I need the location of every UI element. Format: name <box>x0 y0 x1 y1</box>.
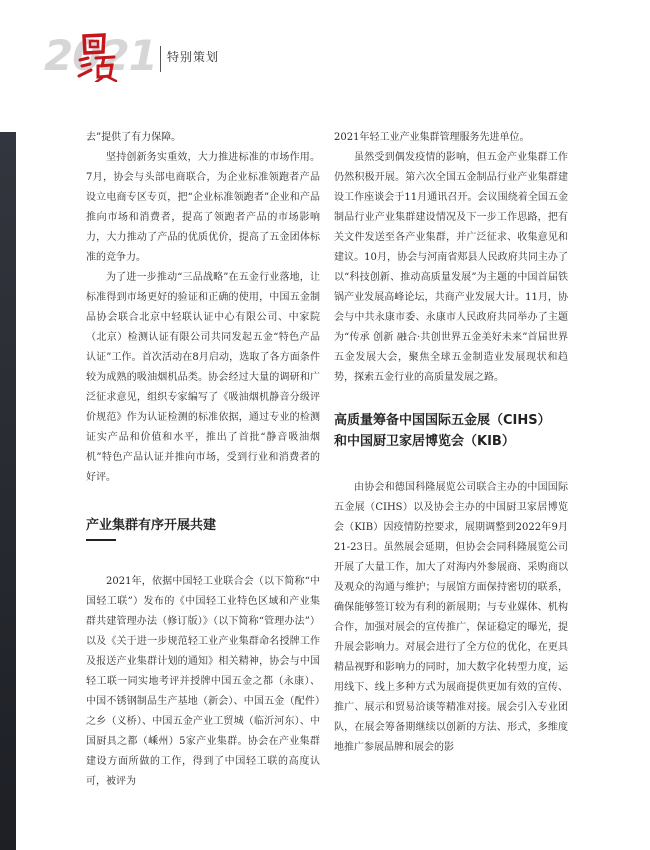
section-label: 特别策划 <box>167 50 220 64</box>
decorative-side-bar <box>0 132 16 850</box>
heading-underline <box>86 539 116 541</box>
year-review-logo <box>44 28 156 84</box>
section-heading: 高质量筹备中国国际五金展（CIHS） <box>334 413 551 428</box>
left-column <box>86 128 320 792</box>
paragraph: 虽然受到偶发疫情的影响，但五金产业集群工作仍然积极开展。第六次全国五金制品行业产业集群建设工作座谈会于11月通讯召开。会议围绕着全国五金制品行业产业集群建设情况及下一步工作思路，把有关文件发送至各产业集群，并广泛征求、收集意见和建议。10月，协会与河南省郏县人民政府共同主办了以“科技创新、推动高质量发展”为主题的中国首届铁锅产业发展高峰论坛，共商产业发展大计。11月，协会与中共永康市委、永康市人民政府共同举办了主题为“传承 创新 融合·共创世界五金美好未来”首届世界五金发展大会，聚焦全球五金制造业发展现状和趋势，探索五金行业的高质量发展之路。 <box>334 152 568 383</box>
paragraph: 2021年，依据中国轻工业联合会（以下简称“中国轻工联”）发布的《中国轻工业特色区域和产业集群共建管理办法（修订版）》（以下简称“管理办法”）以及《关于进一步规范轻工业产业集群命名授牌工作及报送产业集群计划的通知》相关精神，协会与中国轻工联一同实地考评并授牌中国五金之都（永康）、中国不锈钢制品生产基地（新会）、中国五金（配件）之乡（义桥）、中国五金产业工贸城（临沂河东）、中国厨具之都（嵊州）5家产业集群。协会在产业集群建设方面所做的工作，得到了中国轻工联的高度认可，被评为 <box>86 576 320 787</box>
paragraph: 为了进一步推动“三品战略”在五金行业落地，让标准得到市场更好的验证和正确的使用，中国五金制品协会联合北京中轻联认证中心有限公司、中家院（北京）检测认证有限公司共同发起五金“特色产品认证”工作。首次活动在8月启动，选取了各方面条件较为成熟的吸油烟机品类。协会经过大量的调研和广泛征求意见，组织专家编写了《吸油烟机静音分级评价规范》作为认证检测的标准依据，通过专业的检测证实产品和价值和水平，推出了首批“静音吸油烟机”特色产品认证并推向市场，受到行业和消费者的好评。 <box>86 272 320 483</box>
section-heading-block <box>86 488 320 572</box>
section-heading: 产业集群有序开展共建 <box>86 518 217 533</box>
header-divider <box>160 46 161 72</box>
section-heading-block <box>334 388 568 478</box>
section-heading: 和中国厨卫家居博览会（KIB） <box>334 434 515 449</box>
paragraph: 由协会和德国科隆展览公司联合主办的中国国际五金展（CIHS）以及协会主办的中国厨卫家居博览会（KIB）因疫情防控要求，展期调整到2022年9月21-23日。虽然展会延期，但协会会同科隆展览公司开展了大量工作，加大了对海内外参展商、采购商以及观众的沟通与维护；与展馆方面保持密切的联系，确保能够签订较为有利的新展期；与专业媒体、机构合作，加强对展会的宣传推广，保证稳定的曝光，提升展会影响力。对展会进行了全方位的优化，在更具精品视野和影响力的同时，加大数字化转型力度，运用线下、线上多种方式为展商提供更加有效的宣传、推广、展示和贸易洽谈等精准对接。展会引入专业团队，在展会筹备期继续以创新的方法、形式，多维度地推广参展品牌和展会的影 <box>334 482 568 753</box>
right-column <box>334 128 568 758</box>
paragraph: 坚持创新务实重效，大力推进标准的市场作用。7月，协会与头部电商联合，为企业标准领跑者产品设立电商专区专页，把“企业标准领跑者”企业和产品推向市场和消费者，提高了领跑者产品的市场影响力，大力推动了产品的优质优价，提高了五金团体标准的竞争力。 <box>86 152 320 263</box>
paragraph: 去”提供了有力保障。 <box>86 132 182 143</box>
paragraph: 2021年轻工业产业集群管理服务先进单位。 <box>334 132 530 143</box>
calligraphy-logo-icon <box>74 30 126 82</box>
logo-year: 2021 <box>44 31 157 80</box>
